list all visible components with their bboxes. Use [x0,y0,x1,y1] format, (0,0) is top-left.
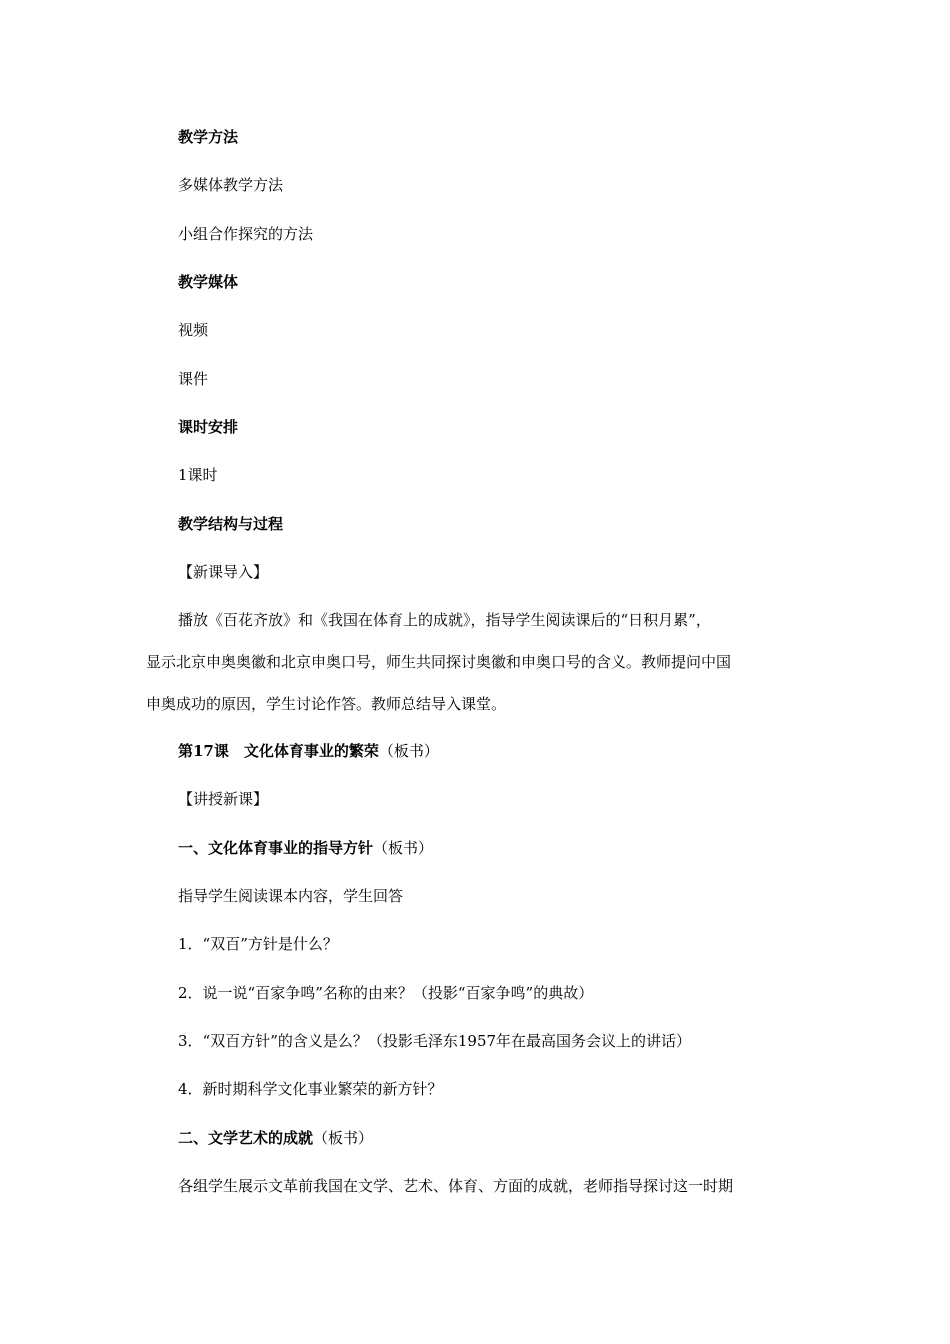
intro-line-3: 申奥成功的原因，学生讨论作答。教师总结导入课堂。 [146,695,507,713]
class-hours-value: 1课时 [178,466,218,484]
intro-paragraph [146,610,812,630]
question-1: 1．“双百”方针是什么？ [178,935,338,953]
heading-teaching-method: 教学方法 [178,128,239,146]
intro-paragraph-line-3 [146,694,812,714]
intro-line-2: 显示北京申奥奥徽和北京申奥口号，师生共同探讨奥徽和申奥口号的含义。教师提问中国 [146,653,732,671]
section-2-note: （板书） [313,1129,374,1147]
section-2-paragraph: 各组学生展示文革前我国在文学、艺术、体育、方面的成就，老师指导探讨这一时期 [178,1177,734,1195]
question-2: 2．说一说“百家争鸣”名称的由来？（投影“百家争鸣”的典故） [178,984,594,1002]
teach-label: 【讲授新课】 [178,790,269,808]
intro-paragraph-line-2 [146,652,812,672]
lesson-heading [178,741,818,761]
media-item-1: 视频 [178,321,209,339]
heading-teaching-media: 教学媒体 [178,273,239,291]
media-item-2: 课件 [178,370,209,388]
method-item-2: 小组合作探究的方法 [178,225,314,243]
section-1-heading [178,838,818,858]
section-2-title: 二、文学艺术的成就 [178,1129,314,1147]
method-item-1: 多媒体教学方法 [178,176,284,194]
lesson-note: （板书） [378,742,439,760]
question-3: 3．“双百方针”的含义是么？（投影毛泽东1957年在最高国务会议上的讲话） [178,1032,692,1050]
lesson-title: 第17课 文化体育事业的繁荣 [178,742,379,760]
heading-structure-process: 教学结构与过程 [178,515,284,533]
section-1-guide: 指导学生阅读课本内容，学生回答 [178,887,404,905]
intro-line-1: 播放《百花齐放》和《我国在体育上的成就》，指导学生阅读课后的“日积月累”， [178,611,711,629]
section-2-heading [178,1128,818,1148]
question-4: 4．新时期科学文化事业繁荣的新方针？ [178,1080,443,1098]
intro-label: 【新课导入】 [178,563,269,581]
heading-class-hours: 课时安排 [178,418,239,436]
section-1-title: 一、文化体育事业的指导方针 [178,839,374,857]
section-1-note: （板书） [373,839,434,857]
